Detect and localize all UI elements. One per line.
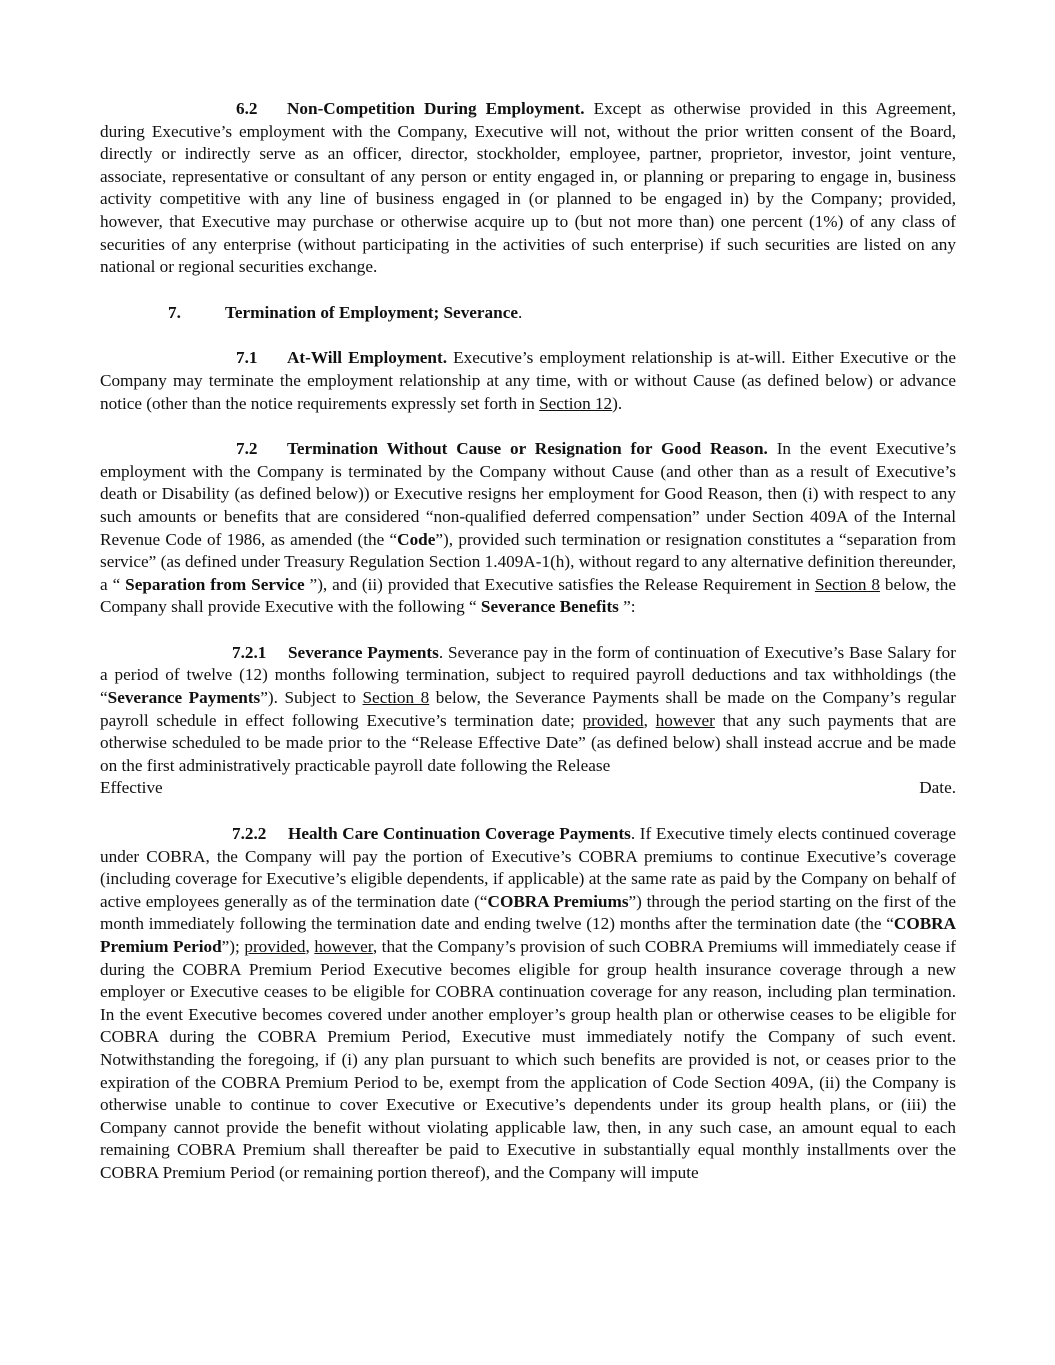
- section-7-1-heading: At-Will Employment.: [287, 348, 448, 368]
- section-7-2-1-body-3: below, the Severance Payments shall be made on the Company’s regular payroll schedule in effect following Executive’s termination date;: [100, 688, 956, 730]
- however-term-2: however: [314, 937, 373, 956]
- section-7-heading: Termination of Employment; Severance: [225, 302, 518, 322]
- cobra-premiums-term: COBRA Premiums: [487, 891, 629, 911]
- last-line-right: Date.: [919, 778, 956, 798]
- section-7-2-end: ”:: [618, 597, 636, 617]
- section-7-2-1-body-2: ”). Subject to: [260, 688, 363, 708]
- section-7-2-1-number: 7.2.1: [232, 642, 267, 662]
- section-7-2-1-body-1: . Severance pay in the form of continuation of Executive’s Base Salary for a period of twelve (12) months following termination, subject to required payroll deductions and tax withholdings (the “: [100, 642, 956, 708]
- section-7-2-2-body-1: . If Executive timely elects continued coverage under COBRA, the Company will pay the portion of Executive’s COBRA premiums to continue Executive’s coverage (including coverage for Executive’s eligible dependents, if applicable) at the same rate as paid by the Company on behalf of active employees generally as of the termination date (“: [100, 824, 956, 911]
- section-7-2-2-heading: Health Care Continuation Coverage Payments: [288, 824, 631, 844]
- section-8-link-2: Section 8: [362, 688, 430, 708]
- code-term: Code: [397, 529, 436, 549]
- section-7-2-heading: Termination Without Cause or Resignation for Good Reason.: [287, 439, 768, 459]
- section-7-number: 7.: [168, 302, 181, 322]
- section-7-2-1: [100, 642, 956, 800]
- section-7-2-body-4: below, the Company shall provide Executive with the following “: [100, 574, 957, 617]
- section-7-2: [100, 438, 956, 619]
- section-7-2-number: 7.2: [236, 439, 258, 459]
- section-7-2-2-number: 7.2.2: [232, 824, 267, 844]
- last-line-left: Effective: [100, 778, 163, 798]
- provided-term: provided: [582, 710, 644, 730]
- section-6-2-body: Except as otherwise provided in this Agreement, during Executive’s employment with the Company, Executive will not, without the prior written consent of the Board, directly or indirectly serve as an officer, director, stockholder, employee, partner, proprietor, investor, joint venture, associate, representative or consultant of any person or entity engaged in, or planning or preparing to engage in, business activity competitive with any line of business engaged in (or planned to be engaged in) by the Company; provided, however, that Executive may purchase or otherwise acquire up to (but not more than) one percent (1%) of any class of securities of any enterprise (without participating in the activities of such enterprise) if such securities are listed on any national or regional securities exchange.: [100, 99, 956, 277]
- document-page: [100, 98, 956, 1185]
- section-12-link: Section 12: [539, 393, 613, 413]
- section-7: [100, 302, 956, 325]
- section-7-1-body: Executive’s employment relationship is at-will. Either Executive or the Company may terminate the employment relationship at any time, with or without Cause (as defined below) or advance notice (other than the notice requirements expressly set forth in: [100, 348, 956, 413]
- separation-from-service-term: Separation from Service: [125, 574, 305, 594]
- section-7-1: [100, 347, 956, 415]
- section-6-2: [100, 98, 956, 279]
- section-7-1-end: ).: [612, 393, 623, 413]
- section-7-2-2-body-4: , that the Company’s provision of such COBRA Premiums will immediately cease if during the COBRA Premium Period Executive becomes eligible for group health insurance coverage through a new employer or Executive ceases to be eligible for COBRA continuation coverage for any reason, including plan termination. In the event Executive becomes covered under another employer’s group health plan or otherwise ceases to be eligible for COBRA during the COBRA Premium Period, Executive must immediately notify the Company of such event. Notwithstanding the foregoing, if (i) any plan pursuant to which such benefits are provided is not, or ceases prior to the expiration of the COBRA Premium Period to be, exempt from the application of Code Section 409A, (ii) the Company is otherwise unable to continue to cover Executive or Executive’s dependents under its group health plans, or (iii) the Company cannot provide the benefit without violating applicable law, then, in any such case, an amount equal to each remaining COBRA Premium shall thereafter be paid to Executive in substantially equal monthly installments over the COBRA Premium Period (or remaining portion thereof), and the Company will impute: [100, 937, 956, 1182]
- section-7-2-body-2: ”), provided such termination or resignation constitutes a “separation from service” (as defined under Treasury Regulation Section 1.409A-1(h), without regard to any alternative definition thereunder, a “: [100, 529, 957, 594]
- comma-2: ,: [305, 937, 315, 956]
- however-term: however: [655, 710, 715, 730]
- section-7-2-1-heading: Severance Payments: [288, 642, 439, 662]
- cobra-premium-period-term: COBRA Premium Period: [100, 914, 956, 956]
- comma-1: ,: [643, 710, 656, 730]
- section-7-2-2-body-3: ”);: [221, 937, 245, 956]
- section-6-2-heading: Non-Competition During Employment.: [287, 99, 585, 118]
- section-7-2-1-text: [100, 642, 956, 778]
- section-7-1-number: 7.1: [236, 348, 258, 368]
- section-8-link: Section 8: [814, 574, 880, 594]
- severance-payments-term: Severance Payments: [107, 688, 261, 708]
- section-7-2-1-body-4: that any such payments that are otherwise scheduled to be made prior to the “Release Effective Date” (as defined below) shall instead accrue and be made on the first administratively practicable payroll date following the Release: [100, 710, 956, 775]
- severance-benefits-term: Severance Benefits: [480, 597, 619, 617]
- section-6-2-number: 6.2: [236, 99, 258, 118]
- section-7-2-body-1: In the event Executive’s employment with the Company is terminated by the Company without Cause (and other than as a result of Executive’s death or Disability (as defined below)) or Executive resigns her employment for Good Reason, then (i) with respect to any such amounts or benefits that are considered “non-qualified deferred compensation” under Section 409A of the Internal Revenue Code of 1986, as amended (the “: [100, 439, 957, 549]
- provided-term-2: provided: [244, 937, 306, 956]
- section-7-2-2-body-2: ”) through the period starting on the first of the month immediately following the termination date and ending twelve (12) months after the termination date (the “: [100, 891, 956, 934]
- section-7-period: .: [517, 302, 523, 322]
- section-7-2-1-last-line: [100, 777, 956, 800]
- section-7-2-body-3: ”), and (ii) provided that Executive satisfies the Release Requirement in: [304, 574, 815, 594]
- section-7-2-2: [100, 823, 956, 1185]
